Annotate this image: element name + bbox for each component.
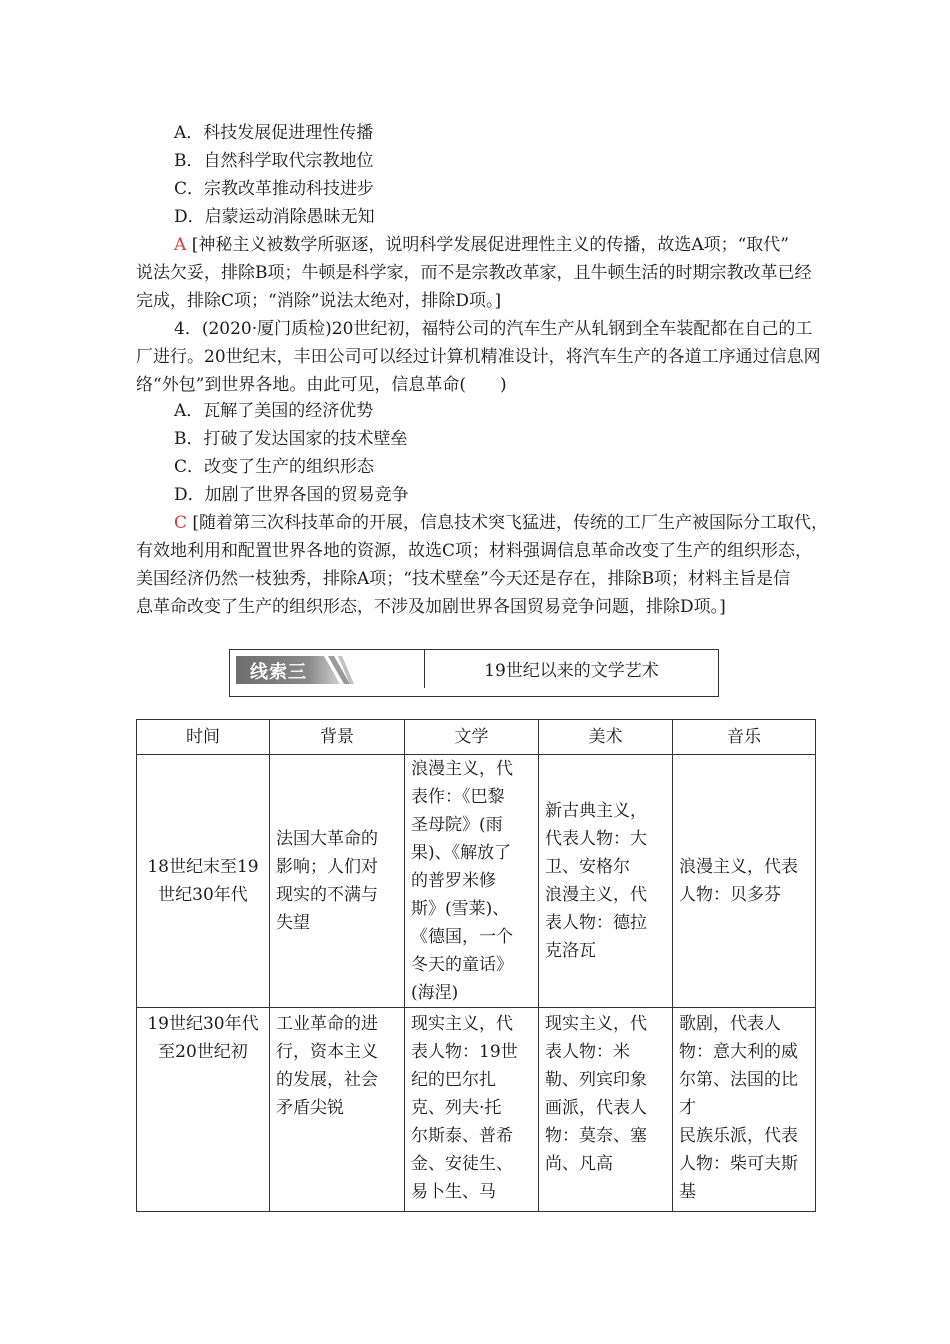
q4-stem-line-1: 4．(2020·厦门质检)20世纪初，福特公司的汽车生产从轧钢到全车装配都在自己的工 bbox=[174, 319, 813, 339]
cell-music bbox=[673, 1008, 816, 1212]
cell-line: 圣母院》(雨 bbox=[411, 815, 503, 835]
cell-line: 的发展，社会 bbox=[276, 1070, 378, 1090]
cell-line: 法国大革命的 bbox=[276, 829, 378, 849]
q4-answer-letter: C bbox=[174, 513, 188, 533]
cell-line: 尔第、法国的比 bbox=[679, 1070, 798, 1090]
q3-answer-letter: A bbox=[174, 235, 187, 255]
q4-explanation-text-1: [随着第三次科技革命的开展，信息技术突飞猛进，传统的工厂生产被国际分工取代， bbox=[192, 513, 829, 533]
table-header-row bbox=[137, 720, 816, 755]
q3-explanation-text-1: [神秘主义被数学所驱逐，说明科学发展促进理性主义的传播，故选A项；“取代” bbox=[191, 235, 789, 255]
cell-line: 世纪30年代 bbox=[158, 885, 248, 905]
cell-line: 现实主义，代 bbox=[545, 1014, 647, 1034]
cell-line: 勒、列宾印象 bbox=[545, 1070, 647, 1090]
cell-line: 的普罗米修 bbox=[411, 871, 496, 891]
cell-line: 18世纪末至19 bbox=[147, 857, 259, 877]
cell-background bbox=[270, 755, 405, 1008]
cell-line: 19世纪30年代 bbox=[147, 1014, 259, 1034]
cell-line: 物：意大利的威 bbox=[679, 1042, 798, 1062]
cell-line: 基 bbox=[679, 1182, 696, 1202]
cell-art bbox=[539, 1008, 673, 1212]
cell-line: 影响；人们对 bbox=[276, 857, 378, 877]
cell-line: 冬天的童话》 bbox=[411, 955, 513, 975]
cell-art bbox=[539, 755, 673, 1008]
cell-literature bbox=[405, 1008, 539, 1212]
q3-explanation-line-2: 说法欠妥，排除B项；牛顿是科学家，而不是宗教改革家，且牛顿生活的时期宗教改革已经 bbox=[136, 263, 812, 283]
cell-line: 克、列夫·托 bbox=[411, 1098, 502, 1118]
cell-line: 克洛瓦 bbox=[545, 941, 596, 961]
q4-stem-line-3: 络“外包”到世界各地。由此可见，信息革命( ) bbox=[136, 375, 507, 395]
cell-line: 行，资本主义 bbox=[276, 1042, 378, 1062]
cell-line: 至20世纪初 bbox=[158, 1042, 248, 1062]
cell-line: 失望 bbox=[276, 913, 310, 933]
q4-option-a: A．瓦解了美国的经济优势 bbox=[174, 401, 374, 421]
cell-music bbox=[673, 755, 816, 1008]
q3-option-d: D．启蒙运动消除愚昧无知 bbox=[174, 207, 375, 227]
header-background: 背景 bbox=[270, 720, 405, 755]
header-time: 时间 bbox=[137, 720, 270, 755]
cell-line: 浪漫主义，代 bbox=[411, 759, 513, 779]
literature-art-table bbox=[136, 719, 816, 1212]
cell-line: 现实主义，代 bbox=[411, 1014, 513, 1034]
cell-line: 尔斯泰、普希 bbox=[411, 1126, 513, 1146]
cell-line: 表作：《巴黎 bbox=[411, 787, 505, 807]
cell-time bbox=[137, 1008, 270, 1212]
cell-line: 纪的巴尔扎 bbox=[411, 1070, 496, 1090]
q3-option-a: A．科技发展促进理性传播 bbox=[174, 123, 374, 143]
cell-line: 人物：贝多芬 bbox=[679, 885, 781, 905]
cell-line: 浪漫主义，代表 bbox=[679, 857, 798, 877]
cell-line: 金、安徒生、 bbox=[411, 1154, 513, 1174]
cell-background bbox=[270, 1008, 405, 1212]
cell-line: 物：莫奈、塞 bbox=[545, 1126, 647, 1146]
cell-line: 表人物：19世 bbox=[411, 1042, 518, 1062]
section-tag bbox=[236, 656, 354, 684]
cell-line: 易卜生、马 bbox=[411, 1182, 496, 1202]
cell-line: 浪漫主义，代 bbox=[545, 885, 647, 905]
section-header bbox=[229, 649, 719, 697]
section-title: 19世纪以来的文学艺术 bbox=[484, 661, 659, 681]
q3-option-c: C．宗教改革推动科技进步 bbox=[174, 179, 375, 199]
q4-option-c: C．改变了生产的组织形态 bbox=[174, 457, 375, 477]
cell-line: 工业革命的进 bbox=[276, 1014, 378, 1034]
q4-option-d: D．加剧了世界各国的贸易竞争 bbox=[174, 485, 409, 505]
q4-option-b: B．打破了发达国家的技术壁垒 bbox=[174, 429, 408, 449]
cell-line: 矛盾尖锐 bbox=[276, 1098, 344, 1118]
header-music: 音乐 bbox=[673, 720, 816, 755]
cell-time bbox=[137, 755, 270, 1008]
cell-line: 歌剧，代表人 bbox=[679, 1014, 781, 1034]
cell-line: 表人物：米 bbox=[545, 1042, 630, 1062]
header-literature: 文学 bbox=[405, 720, 539, 755]
cell-literature bbox=[405, 755, 539, 1008]
cell-line: 代表人物：大 bbox=[545, 829, 647, 849]
table-row bbox=[137, 1008, 816, 1212]
cell-line: 表人物：德拉 bbox=[545, 913, 647, 933]
cell-line: 人物：柴可夫斯 bbox=[679, 1154, 798, 1174]
header-art: 美术 bbox=[539, 720, 673, 755]
cell-line: 现实的不满与 bbox=[276, 885, 378, 905]
section-tag-label: 线索三 bbox=[250, 662, 307, 683]
q3-option-b: B．自然科学取代宗教地位 bbox=[174, 151, 374, 171]
q4-stem-line-2: 厂进行。20世纪末，丰田公司可以经过计算机精准设计，将汽车生产的各道工序通过信息网 bbox=[136, 347, 821, 367]
cell-line: 尚、凡高 bbox=[545, 1154, 613, 1174]
q3-explanation-line-3: 完成，排除C项；“消除”说法太绝对，排除D项。] bbox=[136, 291, 502, 311]
cell-line: (海涅) bbox=[411, 983, 459, 1003]
table-row bbox=[137, 755, 816, 1008]
cell-line: 《德国，一个 bbox=[411, 927, 513, 947]
q3-explanation-line-1 bbox=[174, 233, 789, 257]
cell-line: 斯》(雪莱)、 bbox=[411, 899, 510, 919]
q4-explanation-line-4: 息革命改变了生产的组织形态，不涉及加剧世界各国贸易竞争问题，排除D项。] bbox=[136, 597, 726, 617]
q4-explanation-line-2: 有效地利用和配置世界各地的资源，故选C项；材料强调信息革命改变了生产的组织形态， bbox=[136, 541, 813, 561]
cell-line: 才 bbox=[679, 1098, 696, 1118]
cell-line: 卫、安格尔 bbox=[545, 857, 630, 877]
cell-line: 画派，代表人 bbox=[545, 1098, 647, 1118]
q4-explanation-line-3: 美国经济仍然一枝独秀，排除A项；“技术壁垒”今天还是存在，排除B项；材料主旨是信 bbox=[136, 569, 791, 589]
q4-explanation-line-1 bbox=[174, 511, 828, 535]
cell-line: 果)、《解放了 bbox=[411, 843, 512, 863]
cell-line: 新古典主义， bbox=[545, 801, 647, 821]
cell-line: 民族乐派，代表 bbox=[679, 1126, 798, 1146]
